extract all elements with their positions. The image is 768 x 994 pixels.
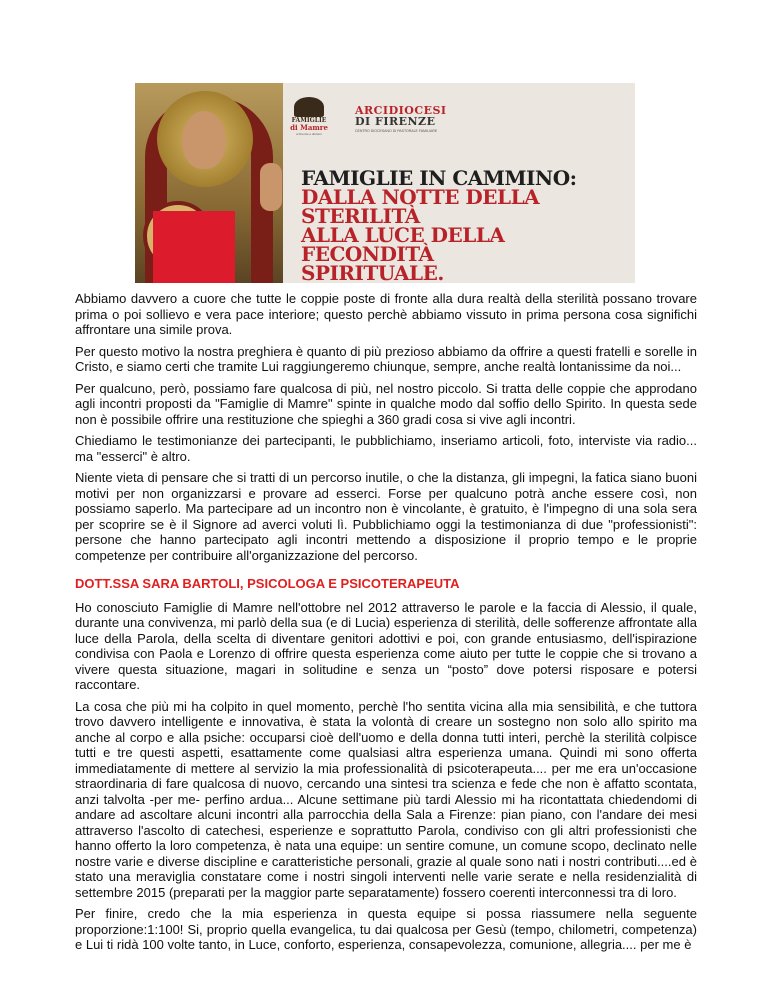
intro-paragraph: Chiediamo le testimonianze dei partecipanti, le pubblichiamo, inseriamo articoli, foto, interviste via radio... ma "esserci" è altro.	[75, 433, 697, 464]
intro-paragraph: Per questo motivo la nostra preghiera è quanto di più prezioso abbiamo da offrire a questi fratelli e sorelle in Cristo, e siamo certi che tramite Lui raggiungeremo chiunque, sempre, anche realtà lontanissime da noi...	[75, 343, 697, 374]
banner-title: FAMIGLIE IN CAMMINO: DALLA NOTTE DELLA STERILITÀ ALLA LUCE DELLA FECONDITÀ SPIRITUALE.	[301, 166, 577, 283]
intro-paragraph: Niente vieta di pensare che si tratti di un percorso inutile, o che la distanza, gli impegni, la fatica siano buoni motivi per non organizzarsi e provare ad esserci. Forse per qualcuno potrà anche essere così, non possiamo saperlo. Ma partecipare ad un incontro non è vincolante, è gratuito, è l'impegno di una sola sera per scoprire se è il Signore ad averci voluti lì. Pubblichiamo oggi la testimonianza di due "professionisti": persone che hanno partecipato agli incontri mettendo a disposizione il proprio tempo e le proprie competenze per contribuire all'organizzazione del percorso.	[75, 470, 697, 563]
testimony-paragraph: Ho conosciuto Famiglie di Mamre nell'ottobre nel 2012 attraverso le parole e la faccia di Alessio, il quale, durante una convivenza, mi parlò della sua (e di Lucia) esperienza di sterilità, delle sofferenze affrontate alla luce della Parola, della scelta di diventare genitori adottivi e poi, con grande entusiasmo, dell'ispirazione condivisa con Paola e Lorenzo di offrire questa esperienza come aiuto per tutte le coppie che si trovano a vivere questa situazione, magari in solitudine e senza un “posto” dove potersi risposare e potersi raccontare.	[75, 599, 697, 692]
tree-icon	[294, 97, 324, 117]
section-heading: DOTT.SSA SARA BARTOLI, PSICOLOGA E PSICOTERAPEUTA	[75, 576, 460, 591]
intro-paragraph: Per qualcuno, però, possiamo fare qualcosa di più, nel nostro piccolo. Si tratta delle coppie che approdano agli incontri proposti da "Famiglie di Mamre" spinte in qualche modo dal soffio dello Spirito. In questa sede non è possibile offrire una restituzione che spieghi a 360 gradi cosa si vive agli incontri.	[75, 380, 697, 427]
raised-hand-detail	[260, 163, 282, 211]
testimony-paragraph: Per finire, credo che la mia esperienza in questa equipe si possa riassumere nella seguente proporzione:1:100! Si, proprio quella evangelica, tu dai qualcosa per Gesù (tempo, chilometri, competenza) e Lui ti ridà 100 volte tanto, in Luce, conforto, esperienza, consapevolezza, comunione, allegria.... per me è	[75, 906, 697, 952]
intro-paragraph: Abbiamo davvero a cuore che tutte le coppie poste di fronte alla dura realtà della sterilità possano trovare prima o poi sollievo e vera pace interiore; questo perchè abbiamo vissuto in prima persona cosa significhi affrontare una simile prova.	[75, 291, 697, 337]
arcidiocesi-firenze-logo: ARCIDIOCESI DI FIRENZE CENTRO DIOCESANO DI PASTORALE FAMILIARE	[355, 104, 447, 133]
article-body	[75, 291, 697, 959]
event-banner	[135, 83, 635, 283]
red-overlay-block	[153, 211, 235, 283]
testimony-paragraph: La cosa che più mi ha colpito in quel momento, perchè l'ho sentita vicina alla mia sensibilità, e che tuttora trovo davvero intelligente e innovativa, è stata la volontà di creare un sostegno non solo allo spirito ma anche al corpo e alla psiche: occuparsi cioè dell'uomo e della donna tutti interi, perchè la sterilità colpisce tutti e tre questi aspetti, esattamente come qualsiasi altra esperienza umana. Quindi mi sono offerta immediatamente di mettere al servizio la mia professionalità di psicoterapeuta.... per me era un'occasione straordinaria di fare qualcosa di nuovo, cercando una sintesi tra scienza e fede che non è affatto scontata, anzi talvolta -per me- perfino ardua... Alcune settimane più tardi Alessio mi ha ricontattata chiedendomi di andare ad ascoltare alcuni incontri alla parrocchia della Sala a Firenze: pian piano, con l'andare dei mesi attraverso l'ascolto di catechesi, esperienze e soprattutto Parola, condiviso con gli altri professionisti che hanno offerto la loro competenza, è nata una equipe: un sentire comune, un comune scopo, declinato nelle nostre varie e diverse discipline e caratteristiche personali, grazie al quale sono nati i nostri contributi....ed è stato una meraviglia constatare come i nostri singoli interventi nelle varie serate e nella residenzialità di settembre 2015 (preparati per la maggior parte separatamente) fossero coerenti interconnessi tra di loro.	[75, 698, 697, 900]
famiglie-di-mamre-logo: FAMIGLIE di Mamre a Firenze e dintorni	[285, 97, 333, 136]
